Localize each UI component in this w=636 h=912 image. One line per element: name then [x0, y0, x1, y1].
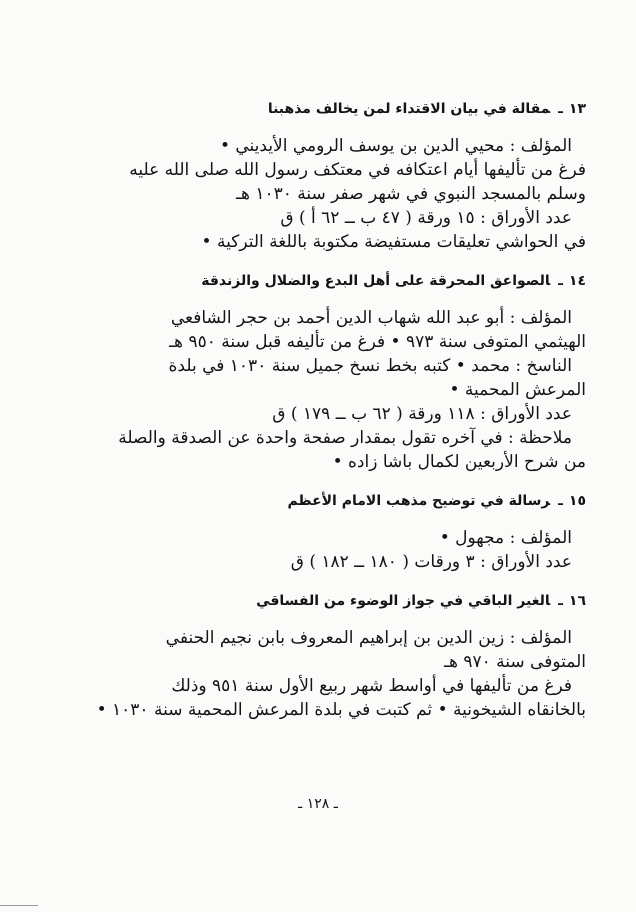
section-dash: ـ	[558, 493, 563, 509]
section-number: ١٦	[568, 593, 586, 609]
body-line: عدد الأوراق : ١٥ ورقة ( ٤٧ ب ــ ٦٢ أ ) ق	[280, 208, 572, 228]
body-line: عدد الأوراق : ١١٨ ورقة ( ٦٢ ب ــ ١٧٩ ) ق	[272, 404, 572, 424]
section-title: رسالة في توضيح مذهب الامام الأعظم	[287, 493, 551, 509]
section-body	[60, 626, 586, 722]
section-dash: ـ	[558, 101, 563, 117]
body-line: الناسخ : محمد • كتبه بخط نسخ جميل سنة ١٠٣٠ في بلدة	[168, 356, 572, 376]
section-body	[60, 526, 586, 574]
body-line: فرغ من تأليفها في أواسط شهر ربيع الأول سنة ٩٥١ وذلك	[171, 676, 572, 696]
section-title: الغير الباقي في جواز الوضوء من الفساقي	[256, 593, 551, 609]
body-line: عدد الأوراق : ٣ ورقات ( ١٨٠ ــ ١٨٢ ) ق	[290, 552, 572, 572]
body-line: المؤلف : محيي الدين بن يوسف الرومي الأيديني •	[219, 136, 572, 156]
section-dash: ـ	[558, 593, 563, 609]
body-line: المرعش المحمية •	[449, 380, 586, 400]
section-number: ١٤	[568, 273, 586, 289]
document-page	[60, 96, 586, 722]
body-line: المؤلف : أبو عبد الله شهاب الدين أحمد بن حجر الشافعي	[170, 308, 572, 328]
section-body	[60, 134, 586, 254]
body-line: في الحواشي تعليقات مستفيضة مكتوبة باللغة التركية •	[201, 232, 586, 252]
body-line: المتوفى سنة ٩٧٠ هـ	[443, 652, 586, 672]
body-line: ملاحظة : في آخره تقول بمقدار صفحة واحدة عن الصدقة والصلة	[118, 428, 572, 448]
body-line: الهيثمي المتوفى سنة ٩٧٣ • فرغ من تأليفه قبل سنة ٩٥٠ هـ	[169, 332, 586, 352]
section-number: ١٥	[568, 493, 586, 509]
section-heading	[60, 268, 586, 294]
section-heading	[60, 96, 586, 122]
scan-edge-rule	[0, 905, 38, 906]
body-line: فرغ من تأليفها أيام اعتكافه في معتكف رسول الله صلى الله عليه	[129, 160, 586, 180]
page-number: ـ ١٢٨ ـ	[298, 796, 338, 812]
section-dash: ـ	[558, 273, 563, 289]
body-line: وسلم بالمسجد النبوي في شهر صفر سنة ١٠٣٠ هـ	[235, 184, 586, 204]
body-line: من شرح الأربعين لكمال باشا زاده •	[332, 452, 586, 472]
body-line: المؤلف : مجهول •	[439, 528, 572, 548]
section-heading	[60, 588, 586, 614]
section-number: ١٣	[568, 101, 586, 117]
section-title: الصواعق المحرقة على أهل البدع والضلال والزندقة	[201, 273, 551, 289]
section-heading	[60, 488, 586, 514]
section-body	[60, 306, 586, 474]
body-line: بالخانقاه الشيخونية • ثم كتبت في بلدة المرعش المحمية سنة ١٠٣٠ •	[96, 700, 586, 720]
section-title: مقالة في بيان الاقتداء لمن يخالف مذهبنا	[267, 101, 551, 117]
body-line: المؤلف : زين الدين بن إبراهيم المعروف بابن نجيم الحنفي	[165, 628, 572, 648]
